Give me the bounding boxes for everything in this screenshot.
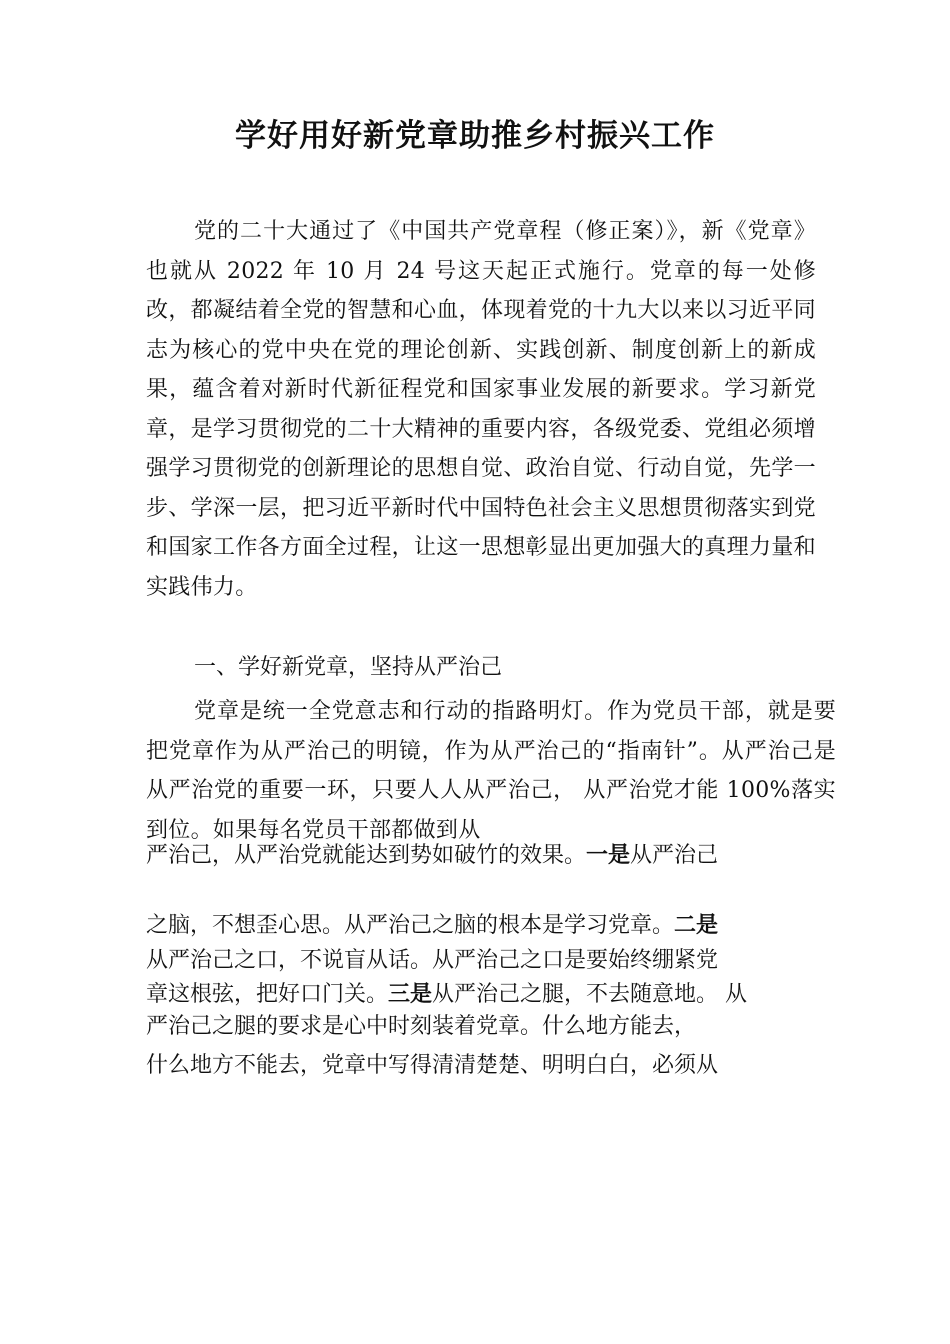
line-text: 之脑，不想歪心思。从严治己之脑的根本是学习党章。 — [146, 913, 675, 938]
line-text: 从严治己 — [630, 843, 719, 868]
text-line-4 — [146, 979, 747, 1011]
bold-marker-two: 二是 — [674, 913, 719, 938]
bold-marker-one: 一是 — [586, 843, 631, 868]
document-title: 学好用好新党章助推乡村振兴工作 — [235, 118, 715, 154]
text-line-2 — [146, 910, 718, 942]
text-line-5: 严治己之腿的要求是心中时刻装着党章。什么地方能去， — [146, 1014, 697, 1039]
bold-marker-three: 三是 — [388, 982, 433, 1007]
paragraph-section-1: 党章是统一全党意志和行动的指路明灯。作为党员干部，就是要把党章作为从严治己的明镜，作为从严治己的“指南针”。从严治己是从严治党的重要一环，只要人人从严治己， 从严治党才能 100%落实到位。如果每名党员干部都做到从 — [146, 699, 836, 843]
line-text: 章这根弦，把好口门关。 — [146, 982, 389, 1007]
section-heading-1: 一、学好新党章，坚持从严治己 — [194, 655, 503, 680]
text-line-3: 从严治己之口，不说盲从话。从严治己之口是要始终绷紧党 — [146, 948, 719, 973]
paragraph-intro: 党的二十大通过了《中国共产党章程（修正案）》，新《党章》也就从 2022 年 10 月 24 号这天起正式施行。党章的每一处修改，都凝结着全党的智慧和心血，体现着党的十九大以来以习近平同志为核心的党中央在党的理论创新、实践创新、制度创新上的新成果，蕴含着对新时代新征程党和国家事业发展的新要求。学习新党章，是学习贯彻党的二十大精神的重要内容，各级党委、党组必须增强学习贯彻党的创新理论的思想自觉、政治自觉、行动自觉，先学一步、学深一层，把习近平新时代中国特色社会主义思想贯彻落实到党和国家工作各方面全过程，让这一思想彰显出更加强大的真理力量和实践伟力。 — [146, 219, 816, 600]
text-line-6: 什么地方不能去，党章中写得清清楚楚、明明白白，必须从 — [146, 1053, 719, 1078]
line-text: 从严治己之腿，不去随意地。 从 — [432, 982, 748, 1007]
text-line-1 — [146, 840, 718, 872]
line-text: 严治己，从严治党就能达到势如破竹的效果。 — [146, 843, 587, 868]
